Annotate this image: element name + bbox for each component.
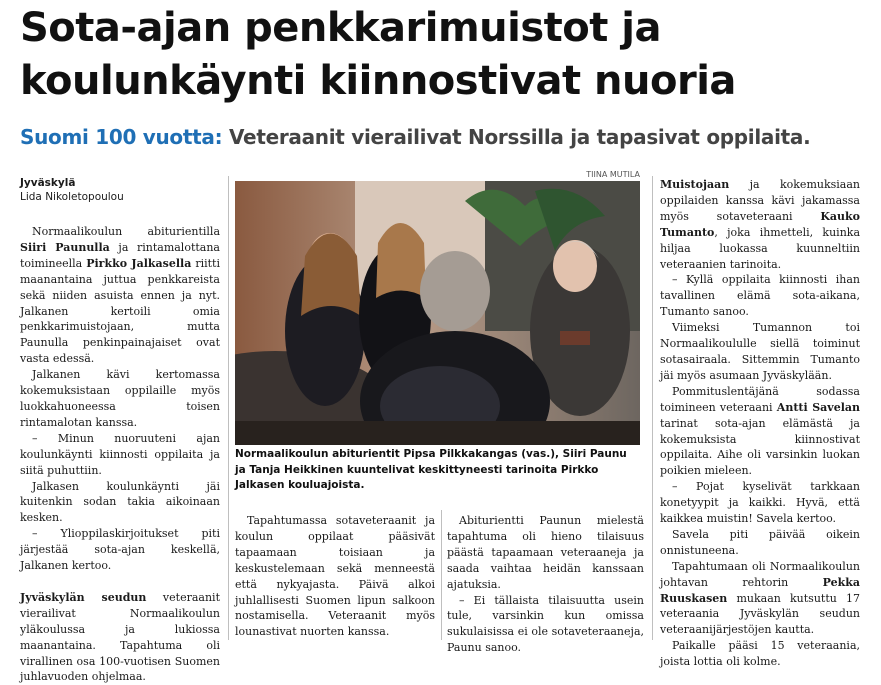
text-run: veteraanit vierailivat Normaalikoulun yläkoulussa ja lukiossa maanantaina. Tapahtuma oli virallinen osa 100-vuotisen Suomen juhlavuoden ohjelmaa. [20,590,220,684]
paragraph: Paikalle pääsi 15 veteraania, joista lottia oli kolme. [660,639,860,669]
paragraph [20,590,220,685]
byline-author: Lida Nikoletopoulou [20,191,124,203]
person-name: Pirkko Jalkasella [86,256,192,270]
person-name: Antti Savelan [776,400,860,414]
paragraph [660,384,860,479]
paragraph: – Ei tällaista tilaisuutta usein tule, varsinkin kun omissa sukulaisissa ei ole sotaveteraaneja, Paunu sanoo. [447,593,644,655]
text-run: ja rintamalottana toimineella [20,240,220,270]
kicker: Suomi 100 vuotta: [20,125,223,149]
text-run: mukaan kutsuttu 17 veteraania Jyväskylän seudun veteraanijärjestöjen kautta. [660,591,860,637]
column-3 [447,513,644,656]
paragraph: Savela piti päivää oikein onnistuneena. [660,527,860,557]
paragraph: – Ylioppilaskirjoitukset piti järjestää sota-ajan keskellä, Jalkanen kertoo. [20,527,220,573]
subheadline [20,122,870,152]
paragraph: Tapahtumassa sotaveteraanit ja koulun oppilaat pääsivät tapaamaan toisiaan ja keskustelemaan sekä menneestä että nykyajasta. Päivä alkoi juhlallisesti Suomen lipun salkoon nostamisella. Veteraanit myös lounastivat nuorten kanssa. [235,514,435,639]
column-2 [235,513,435,640]
paragraph: Viimeksi Tumannon toi Normaalikoululle siellä toiminut sotasairaala. Sittemmin Tumanto jäi myös asumaan Jyväskylään. [660,321,860,382]
headline: Sota-ajan penkkarimuistot ja koulunkäynti kiinnostivat nuoria [20,5,736,104]
person-name: Siiri Paunulla [20,240,110,254]
article-photo [235,181,640,445]
paragraph [20,224,220,367]
text-run: Normaalikoulun abiturientilla [32,225,220,238]
text-run: tarinat sota-ajan elämästä ja kokemuksista kiinnostivat oppilaita. Aihe oli varsinkin luokan poikien mieleen. [660,416,860,478]
paragraph [660,177,860,272]
column-1 [20,176,220,685]
text-run: Pommituslentäjänä sodassa toimineen veteraani [660,384,860,414]
photo-caption: Normaalikoulun abiturientit Pipsa Pilkkakangas (vas.), Siiri Paunu ja Tanja Heikkinen kuuntelivat keskittyneesti tarinoita Pirkko Jalkasen kouluajoista. [235,448,627,491]
column-divider [652,176,653,640]
text-run: riitti maanantaina juttua penkkareista sekä niiden asuista ennen ja nyt. Jalkanen kertoili omia penkkarimuistojaan, mutta Paunulla penkinpainajaiset ovat vasta edessä. [20,256,220,366]
paragraph: – Pojat kyselivät tarkkaan konetyypit ja kaikki. Hyvä, että kaikkea muistin! Savela kertoo. [660,480,860,526]
column-divider [228,176,229,640]
paragraph: Jalkasen koulunkäynti jäi kuitenkin sodan takia aikoinaan kesken. [20,479,220,525]
paragraph: – Kyllä oppilaita kiinnosti ihan tavallinen elämä sota-aikana, Tumanto sanoo. [660,273,860,319]
text-run: , joka ihmetteli, kuinka hiljaa luokassa kuunneltiin veteraanien tarinoita. [660,225,860,271]
paragraph: Abiturientti Paunun mielestä tapahtuma oli hieno tilaisuus päästä tapaamaan veteraaneja ja saada vaihtaa heidän kanssaan ajatuksia. [447,514,644,591]
lead-in: Muistojaan [660,178,730,191]
paragraph [660,559,860,639]
text-run: Tapahtumaan oli Normaalikoulun johtavan rehtorin [660,559,860,589]
subheadline-text: Veteraanit vierailivat Norssilla ja tapasivat oppilaita. [228,125,811,149]
person-name: Pekka Ruuskasen [660,575,860,605]
dateline-place: Jyväskylä [20,177,76,189]
paragraph: Jalkanen kävi kertomassa kokemuksistaan oppilaille myös luokkahuoneessa toisen rintamalotan kanssa. [20,368,220,429]
lead-in: Jyväskylän seudun [20,590,147,604]
person-name: Kauko Tumanto [660,209,860,239]
photo-credit: TIINA MUTILA [586,170,640,179]
paragraph: – Minun nuoruuteni ajan koulunkäynti kiinnosti oppilaita ja siitä puhuttiin. [20,431,220,477]
column-4 [660,177,860,670]
photo-illustration [235,181,640,445]
text-run: ja kokemuksiaan oppilaiden kanssa kävi jakamassa myös sotaveteraani [660,178,860,223]
column-divider [441,510,442,640]
